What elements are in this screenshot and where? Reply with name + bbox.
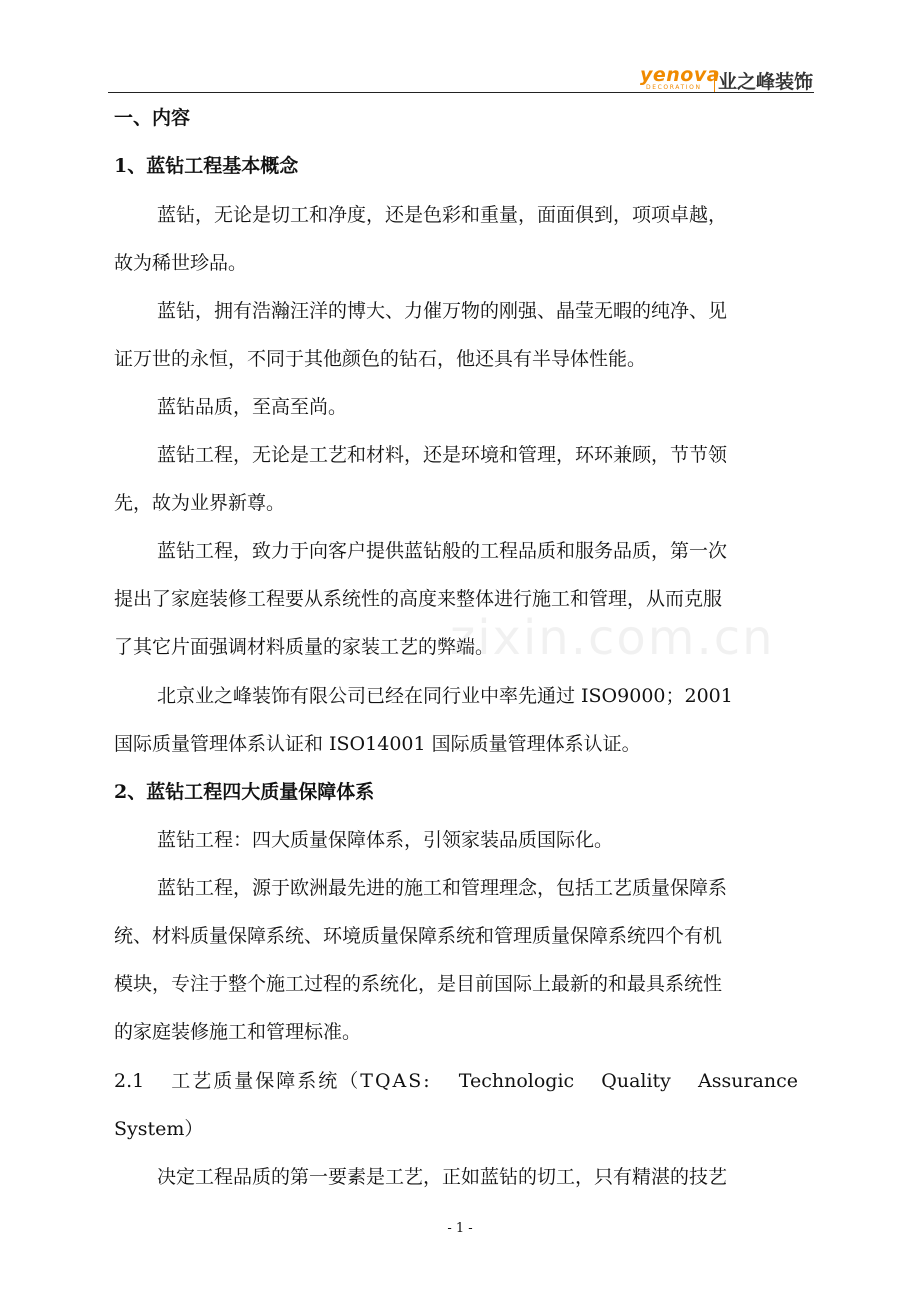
heading-1: 1、蓝钻工程基本概念 [114,155,299,177]
paragraph-line: 蓝钻工程，源于欧洲最先进的施工和管理理念，包括工艺质量保障系 [157,877,728,899]
page-number: - 1 - [447,1221,473,1236]
watermark: zixin.com.cn [450,610,775,666]
logo-company-name: 业之峰装饰 [714,72,813,92]
header-divider [108,92,814,93]
heading-3-part: 工艺质量保障系统（TQAS: [171,1070,432,1092]
paragraph-line: 先，故为业界新尊。 [114,492,286,514]
logo-brand-text: yenova [640,64,721,86]
paragraph-line: 蓝钻工程，致力于向客户提供蓝钻般的工程品质和服务品质，第一次 [157,540,728,562]
paragraph-line: 提出了家庭装修工程要从系统性的高度来整体进行施工和管理，从而克服 [114,588,723,610]
heading-3-part: Assurance [698,1070,798,1092]
paragraph-line: 蓝钻，无论是切工和净度，还是色彩和重量，面面俱到，项项卓越， [157,204,728,226]
company-logo [640,66,813,92]
paragraph-line: 蓝钻品质，至高至尚。 [157,396,348,418]
paragraph-line: 故为稀世珍品。 [114,252,248,274]
paragraph-line: 模块，专注于整个施工过程的系统化，是目前国际上最新的和最具系统性 [114,973,723,995]
heading-3-part: Technologic [458,1070,575,1092]
heading-2: 2、蓝钻工程四大质量保障体系 [114,781,375,803]
yenova-logo-mark [640,64,721,92]
paragraph-line: 蓝钻，拥有浩瀚汪洋的博大、力催万物的刚强、晶莹无暇的纯净、见 [157,300,728,322]
paragraph-line: 了其它片面强调材料质量的家装工艺的弊端。 [114,636,495,658]
paragraph-line: 证万世的永恒，不同于其他颜色的钻石，他还具有半导体性能。 [114,348,647,370]
paragraph-line: 蓝钻工程：四大质量保障体系，引领家装品质国际化。 [157,829,614,851]
logo-brand-subtext: DECORATION [646,84,702,91]
section-title: 一、内容 [114,107,191,129]
heading-3-continued: System） [114,1118,204,1140]
heading-3-part: Quality [601,1070,671,1092]
paragraph-line: 的家庭装修施工和管理标准。 [114,1021,362,1043]
paragraph-line: 统、材料质量保障系统、环境质量保障系统和管理质量保障系统四个有机 [114,925,723,947]
paragraph-line: 国际质量管理体系认证和 ISO14001 国际质量管理体系认证。 [114,733,641,755]
paragraph-line: 蓝钻工程，无论是工艺和材料，还是环境和管理，环环兼顾，节节领 [157,444,728,466]
paragraph-line: 决定工程品质的第一要素是工艺，正如蓝钻的切工，只有精湛的技艺 [157,1166,728,1188]
heading-3-part: 2.1 [114,1070,145,1092]
paragraph-line: 北京业之峰装饰有限公司已经在同行业中率先通过 ISO9000；2001 [157,685,733,707]
heading-3 [114,1069,798,1093]
